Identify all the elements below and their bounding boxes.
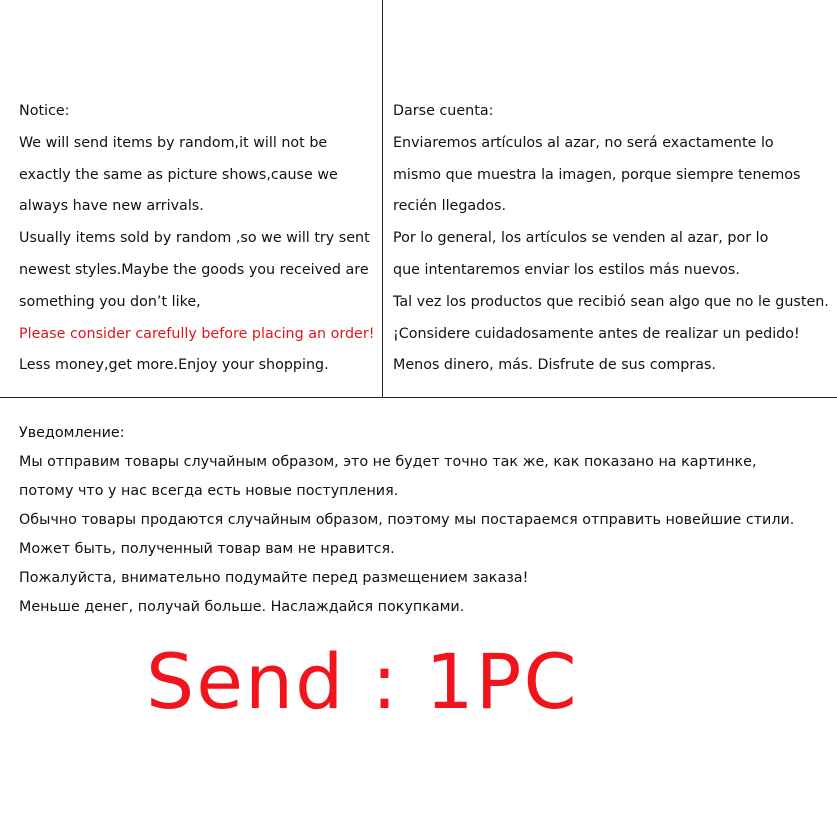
english-line: always have new arrivals. bbox=[19, 198, 204, 215]
spanish-heading: Darse cuenta: bbox=[393, 103, 494, 119]
english-line: We will send items by random,it will not be bbox=[19, 134, 328, 151]
spanish-line: ¡Considere cuidadosamente antes de realizar un pedido! bbox=[393, 325, 800, 342]
russian-line: Меньше денег, получай больше. Наслаждайся покупками. bbox=[19, 599, 465, 615]
spanish-line: que intentaremos enviar los estilos más nuevos. bbox=[393, 261, 740, 278]
spanish-line: mismo que muestra la imagen, porque siempre tenemos bbox=[393, 166, 801, 183]
section-divider bbox=[0, 397, 837, 398]
send-quantity-label: Send : 1PC bbox=[146, 637, 579, 726]
english-notice bbox=[19, 96, 379, 382]
spanish-line: Tal vez los productos que recibió sean algo que no le gusten. bbox=[393, 293, 829, 310]
english-line: newest styles.Maybe the goods you received are bbox=[19, 261, 369, 278]
english-closing: Less money,get more.Enjoy your shopping. bbox=[19, 357, 329, 374]
russian-heading: Уведомление: bbox=[19, 425, 125, 441]
russian-line: Обычно товары продаются случайным образом, поэтому мы постараемся отправить новейшие стили. bbox=[19, 512, 795, 528]
english-line: something you don’t like, bbox=[19, 293, 201, 310]
english-line: exactly the same as picture shows,cause we bbox=[19, 166, 338, 183]
russian-line: Мы отправим товары случайным образом, это не будет точно так же, как показано на картинке, bbox=[19, 454, 757, 470]
russian-notice bbox=[19, 419, 794, 622]
column-divider bbox=[382, 0, 383, 397]
english-heading: Notice: bbox=[19, 103, 70, 119]
russian-line: Может быть, полученный товар вам не нравится. bbox=[19, 541, 395, 557]
english-warning: Please consider carefully before placing an order! bbox=[19, 325, 375, 342]
spanish-notice bbox=[393, 96, 833, 382]
russian-line: Пожалуйста, внимательно подумайте перед размещением заказа! bbox=[19, 570, 529, 586]
spanish-line: Por lo general, los artículos se venden al azar, por lo bbox=[393, 230, 769, 247]
spanish-line: Menos dinero, más. Disfrute de sus compras. bbox=[393, 357, 716, 374]
russian-line: потому что у нас всегда есть новые поступления. bbox=[19, 483, 399, 499]
spanish-line: recién llegados. bbox=[393, 198, 506, 215]
english-line: Usually items sold by random ,so we will try sent bbox=[19, 230, 370, 247]
spanish-line: Enviaremos artículos al azar, no será exactamente lo bbox=[393, 134, 774, 151]
